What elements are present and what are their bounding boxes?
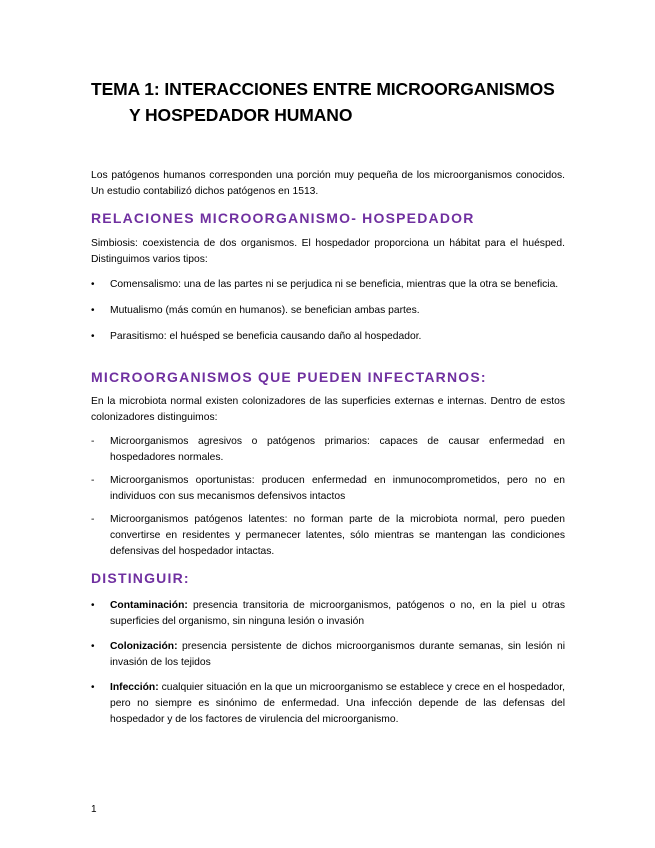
list-item [91, 512, 565, 560]
list-item-text: Microorganismos oportunistas: producen enfermedad en inmunocomprometidos, pero no en individuos con sus mecanismos defensivos intactos [110, 475, 565, 502]
list-item [91, 303, 565, 319]
definition-term: Colonización: [110, 641, 178, 652]
definitions-list [91, 598, 565, 728]
section-relaciones-body [91, 236, 565, 345]
section-distinguir-body [91, 598, 565, 728]
list-item [91, 680, 565, 728]
dash-marker: - [91, 514, 95, 525]
intro-paragraph-block [91, 168, 565, 200]
section-heading-distinguir: DISTINGUIR: [91, 570, 190, 586]
microbiota-paragraph: En la microbiota normal existen colonizadores de las superficies externas e internas. Dentro de estos colonizadores distinguimos: [91, 396, 565, 423]
definition-text: cualquier situación en la que un microorganismo se establece y crece en el hospedador, pero no siempre es sinónimo de enfermedad. Una infección depende de las defensas del hospedador y de los factores de virulencia del microorganismo. [110, 682, 565, 725]
title-line-1: TEMA 1: INTERACCIONES ENTRE MICROORGANISMOS [91, 79, 555, 99]
section-heading-microorganismos: MICROORGANISMOS QUE PUEDEN INFECTARNOS: [91, 369, 487, 385]
bullet-icon: • [91, 279, 95, 290]
symbiosis-paragraph: Simbiosis: coexistencia de dos organismos. El hospedador proporciona un hábitat para el huésped. Distinguimos varios tipos: [91, 238, 565, 265]
page-title [91, 76, 571, 128]
list-item-text: Microorganismos agresivos o patógenos primarios: capaces de causar enfermedad en hospedadores normales. [110, 436, 565, 463]
list-item [91, 434, 565, 466]
bullet-icon: • [91, 600, 95, 611]
list-item-text: Microorganismos patógenos latentes: no forman parte de la microbiota normal, pero pueden convertirse en residentes y permanecer latentes, sólo mientras se mantengan las condiciones defensivas del hospedador intactas. [110, 514, 565, 557]
list-item [91, 277, 565, 293]
bullet-icon: • [91, 682, 95, 693]
dash-marker: - [91, 436, 95, 447]
definition-term: Infección: [110, 682, 159, 693]
bullet-icon: • [91, 305, 95, 316]
list-item-text: Comensalismo: una de las partes ni se perjudica ni se beneficia, mientras que la otra se beneficia. [110, 279, 559, 290]
list-item-text: Parasitismo: el huésped se beneficia causando daño al hospedador. [110, 331, 422, 342]
definition-text: presencia persistente de dichos microorganismos durante semanas, sin lesión ni invasión de los tejidos [110, 641, 565, 668]
bullet-icon: • [91, 331, 95, 342]
list-item [91, 639, 565, 671]
colonizer-types-list [91, 434, 565, 560]
section-microorganismos-body [91, 394, 565, 560]
list-item [91, 329, 565, 345]
list-item-text: Mutualismo (más común en humanos). se benefician ambas partes. [110, 305, 420, 316]
title-line-2: Y HOSPEDADOR HUMANO [129, 105, 353, 125]
list-item [91, 473, 565, 505]
symbiosis-types-list [91, 277, 565, 345]
intro-paragraph: Los patógenos humanos corresponden una porción muy pequeña de los microorganismos conocidos. Un estudio contabilizó dichos patógenos en 1513. [91, 170, 565, 197]
dash-marker: - [91, 475, 95, 486]
definition-term: Contaminación: [110, 600, 188, 611]
list-item [91, 598, 565, 630]
bullet-icon: • [91, 641, 95, 652]
section-heading-relaciones: RELACIONES MICROORGANISMO- HOSPEDADOR [91, 210, 475, 226]
definition-text: presencia transitoria de microorganismos, patógenos o no, en la piel u otras superficies del organismo, sin ninguna lesión o invasión [110, 600, 565, 627]
page-number: 1 [91, 804, 97, 815]
